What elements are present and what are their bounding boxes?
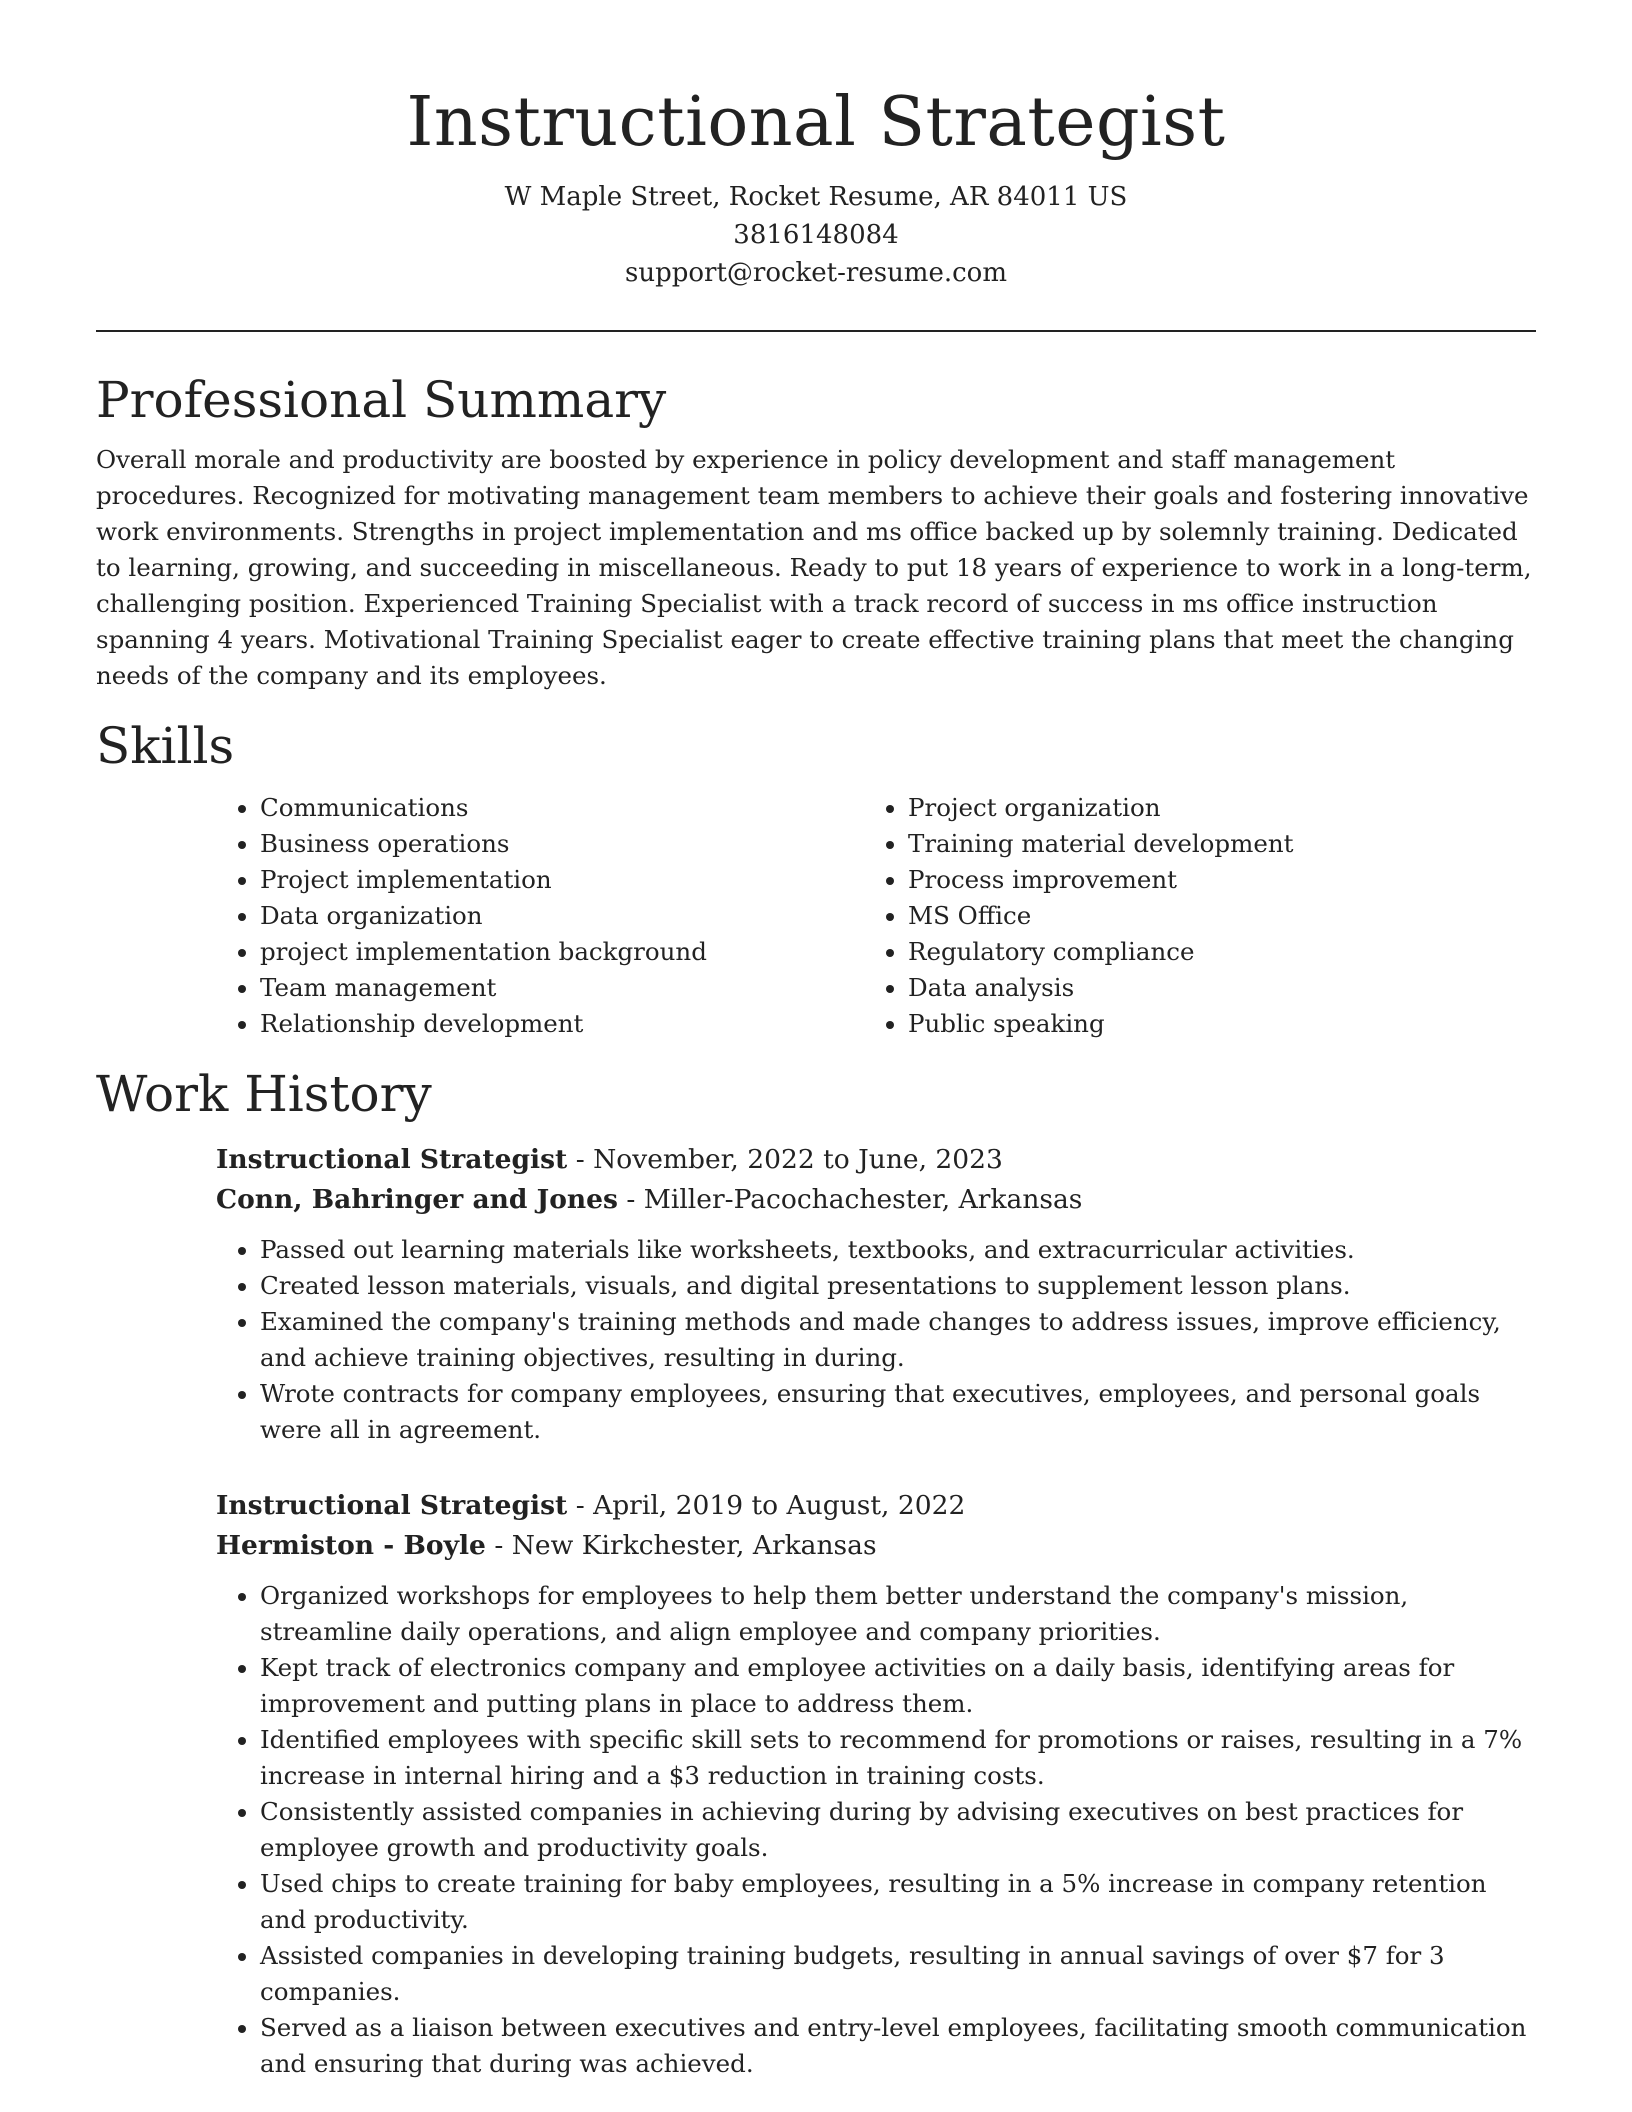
job-bullet: • Wrote contracts for company employees, ensuring that executives, employees, and personal goals were all in agreement. <box>260 1376 1536 1448</box>
job-company: Hermiston - Boyle <box>216 1529 486 1561</box>
skill-item: • Project implementation <box>260 862 864 898</box>
skill-item: • Data analysis <box>908 970 1512 1006</box>
job-location: - New Kirkchester, Arkansas <box>485 1529 877 1561</box>
skill-item: • Communications <box>260 790 864 826</box>
job-bullet: • Identified employees with specific skill sets to recommend for promotions or raises, resulting in a 7% increase in internal hiring and a $3 reduction in training costs. <box>260 1722 1536 1794</box>
job-bullet: • Examined the company's training methods and made changes to address issues, improve efficiency, and achieve training objectives, resulting in during. <box>260 1304 1536 1376</box>
skill-item: • MS Office <box>908 898 1512 934</box>
skill-item: • Data organization <box>260 898 864 934</box>
job-bullet: • Served as a liaison between executives and entry-level employees, facilitating smooth communication and ensuring that during was achieved. <box>260 2010 1536 2082</box>
summary-text: Overall morale and productivity are boosted by experience in policy development and staff management procedures. Recognized for motivating management team members to achieve their goals and fostering innovative work environments. Strengths in project implementation and ms office backed up by solemnly training. Dedicated to learning, growing, and succeeding in miscellaneous. Ready to put 18 years of experience to work in a long-term, challenging position. Experienced Training Specialist with a track record of success in ms office instruction spanning 4 years. Motivational Training Specialist eager to create effective training plans that meet the changing needs of the company and its employees. <box>96 444 1532 690</box>
skills-column-right <box>864 790 1512 1042</box>
header-divider <box>96 330 1536 332</box>
job-dates: - November, 2022 to June, 2023 <box>567 1143 1003 1175</box>
skill-item: • Public speaking <box>908 1006 1512 1042</box>
job-entry <box>216 1486 1536 2082</box>
job-company: Conn, Bahringer and Jones <box>216 1183 618 1215</box>
work-history-heading: Work History <box>96 1064 432 1123</box>
skills-column-left <box>216 790 864 1042</box>
job-location: - Miller-Pacochachester, Arkansas <box>617 1183 1083 1215</box>
job-bullet: • Consistently assisted companies in achieving during by advising executives on best practices for employee growth and productivity goals. <box>260 1794 1536 1866</box>
job-bullet: • Created lesson materials, visuals, and digital presentations to supplement lesson plans. <box>260 1268 1536 1304</box>
skill-item: • Relationship development <box>260 1006 864 1042</box>
skill-item: • Project organization <box>908 790 1512 826</box>
skill-item: • Team management <box>260 970 864 1006</box>
skills-heading: Skills <box>96 716 235 775</box>
skill-item: • project implementation background <box>260 934 864 970</box>
job-bullets <box>216 1232 1536 1448</box>
job-bullet: • Organized workshops for employees to help them better understand the company's mission, streamline daily operations, and align employee and company priorities. <box>260 1578 1536 1650</box>
job-title-line <box>216 1486 1536 1526</box>
address-text: W Maple Street, Rocket Resume, AR 84011 US <box>504 181 1128 212</box>
email-text: support@rocket-resume.com <box>624 257 1007 288</box>
job-entry <box>216 1140 1536 1448</box>
candidate-name: Instructional Strategist <box>406 83 1226 162</box>
resume-header <box>96 0 1536 292</box>
summary-section <box>96 370 1536 694</box>
skill-item: • Process improvement <box>908 862 1512 898</box>
skill-item: • Business operations <box>260 826 864 862</box>
skill-item: • Training material development <box>908 826 1512 862</box>
skill-item: • Regulatory compliance <box>908 934 1512 970</box>
skills-section <box>96 716 1536 1042</box>
job-bullets <box>216 1578 1536 2082</box>
contact-info <box>96 178 1536 292</box>
job-bullet: • Used chips to create training for baby employees, resulting in a 5% increase in company retention and productivity. <box>260 1866 1536 1938</box>
skills-list <box>216 790 1536 1042</box>
job-bullet: • Passed out learning materials like worksheets, textbooks, and extracurricular activities. <box>260 1232 1536 1268</box>
job-title-line <box>216 1140 1536 1180</box>
job-bullet: • Assisted companies in developing training budgets, resulting in annual savings of over $7 for 3 companies. <box>260 1938 1536 2010</box>
phone-text: 3816148084 <box>733 219 899 250</box>
summary-heading: Professional Summary <box>96 370 667 429</box>
job-dates: - April, 2019 to August, 2022 <box>567 1489 966 1521</box>
job-title: Instructional Strategist <box>216 1489 568 1521</box>
job-bullet: • Kept track of electronics company and employee activities on a daily basis, identifying areas for improvement and putting plans in place to address them. <box>260 1650 1536 1722</box>
job-company-line <box>216 1526 1536 1566</box>
job-company-line <box>216 1180 1536 1220</box>
job-title: Instructional Strategist <box>216 1143 568 1175</box>
work-history-section <box>96 1064 1536 2082</box>
